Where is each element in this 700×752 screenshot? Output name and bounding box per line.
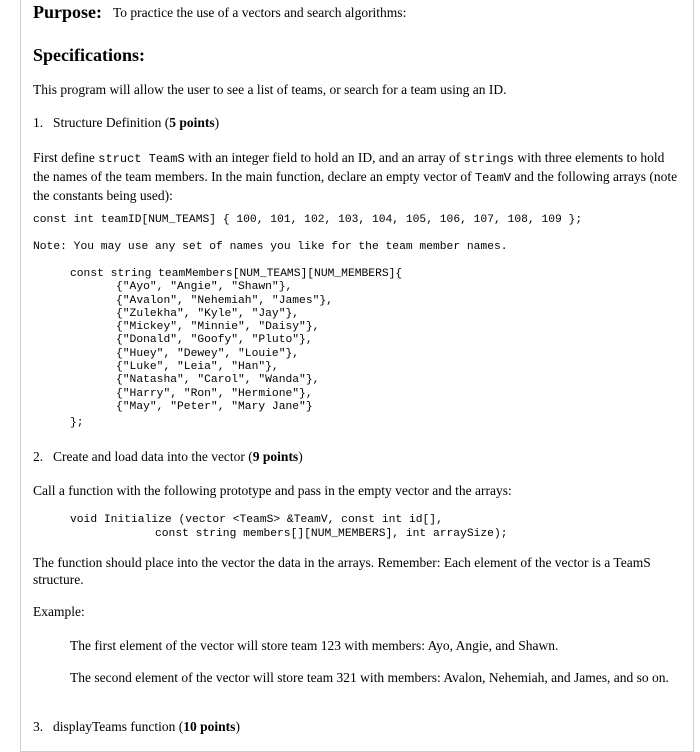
code-row: {"Avalon", "Nehemiah", "James"},: [116, 294, 333, 307]
item-title: displayTeams function (: [53, 719, 184, 734]
item-number: 1.: [33, 115, 44, 130]
define-paragraph: [33, 149, 678, 204]
code-row: {"Harry", "Ron", "Hermione"},: [116, 387, 313, 400]
note-line: Note: You may use any set of names you like for the team member names.: [33, 241, 508, 253]
code-row: {"May", "Peter", "Mary Jane"}: [116, 400, 313, 413]
function-paragraph: The function should place into the vector the data in the arrays. Remember: Each element of the vector is a TeamS structure.: [33, 555, 651, 587]
code-row: {"Zulekha", "Kyle", "Jay"},: [116, 307, 300, 320]
purpose-heading: Purpose:: [33, 2, 102, 22]
code-row: {"Ayo", "Angie", "Shawn"},: [116, 281, 293, 294]
code-row: {"Mickey", "Minnie", "Daisy"},: [116, 321, 320, 334]
code-row: {"Huey", "Dewey", "Louie"},: [116, 347, 300, 360]
text-run: and the following arrays (note the constants being used):: [33, 169, 678, 203]
inline-code: strings: [463, 152, 514, 166]
item-close: ): [235, 719, 240, 734]
item-title: Structure Definition (: [53, 115, 170, 130]
purpose-text: To practice the use of a vectors and search algorithms:: [113, 5, 407, 20]
item-close: ): [214, 115, 220, 130]
inline-code: TeamV: [474, 171, 511, 185]
example-second: The second element of the vector will store team 321 with members: Avalon, Nehemiah, and James, and so on.: [70, 670, 669, 685]
code-rows: [70, 281, 402, 414]
team-id-code: const int teamID[NUM_TEAMS] { 100, 101, 102, 103, 104, 105, 106, 107, 108, 109 };: [33, 214, 583, 226]
item-points: 5 points: [169, 115, 215, 130]
item-2-heading: [33, 449, 303, 465]
prototype-line-2: const string members[][NUM_MEMBERS], int arraySize);: [155, 528, 508, 540]
item-close: ): [298, 449, 303, 464]
example-label: Example:: [33, 604, 85, 619]
specifications-heading: Specifications:: [33, 45, 145, 65]
prototype-line-1: void Initialize (vector <TeamS> &TeamV, const int id[],: [70, 514, 443, 526]
inline-code: struct TeamS: [98, 152, 185, 166]
item-number: 2.: [33, 449, 44, 464]
item-points: 9 points: [252, 449, 299, 464]
code-row: {"Luke", "Leia", "Han"},: [116, 361, 279, 374]
example-first: The first element of the vector will store team 123 with members: Ayo, Angie, and Shawn.: [70, 638, 559, 653]
item-title: Create and load data into the vector (: [53, 449, 253, 464]
code-row: {"Donald", "Goofy", "Pluto"},: [116, 334, 313, 347]
item-1-heading: [33, 115, 219, 131]
team-members-code: [70, 268, 402, 431]
text-run: First define: [33, 150, 99, 165]
code-row: {"Natasha", "Carol", "Wanda"},: [116, 374, 320, 387]
code-footer: };: [70, 417, 84, 430]
item-3-heading: [33, 719, 240, 735]
text-run: with three elements to hold the names of the team members. In the main function, declare an empty vector of: [33, 150, 665, 184]
item-number: 3.: [33, 719, 44, 734]
call-paragraph: Call a function with the following prototype and pass in the empty vector and the arrays:: [33, 483, 512, 498]
item-points: 10 points: [183, 719, 236, 734]
code-header: const string teamMembers[NUM_TEAMS][NUM_MEMBERS]{: [70, 268, 403, 280]
text-run: with an integer field to hold an ID, and an array of: [184, 150, 464, 165]
specifications-intro: This program will allow the user to see a list of teams, or search for a team using an ID.: [33, 82, 507, 97]
